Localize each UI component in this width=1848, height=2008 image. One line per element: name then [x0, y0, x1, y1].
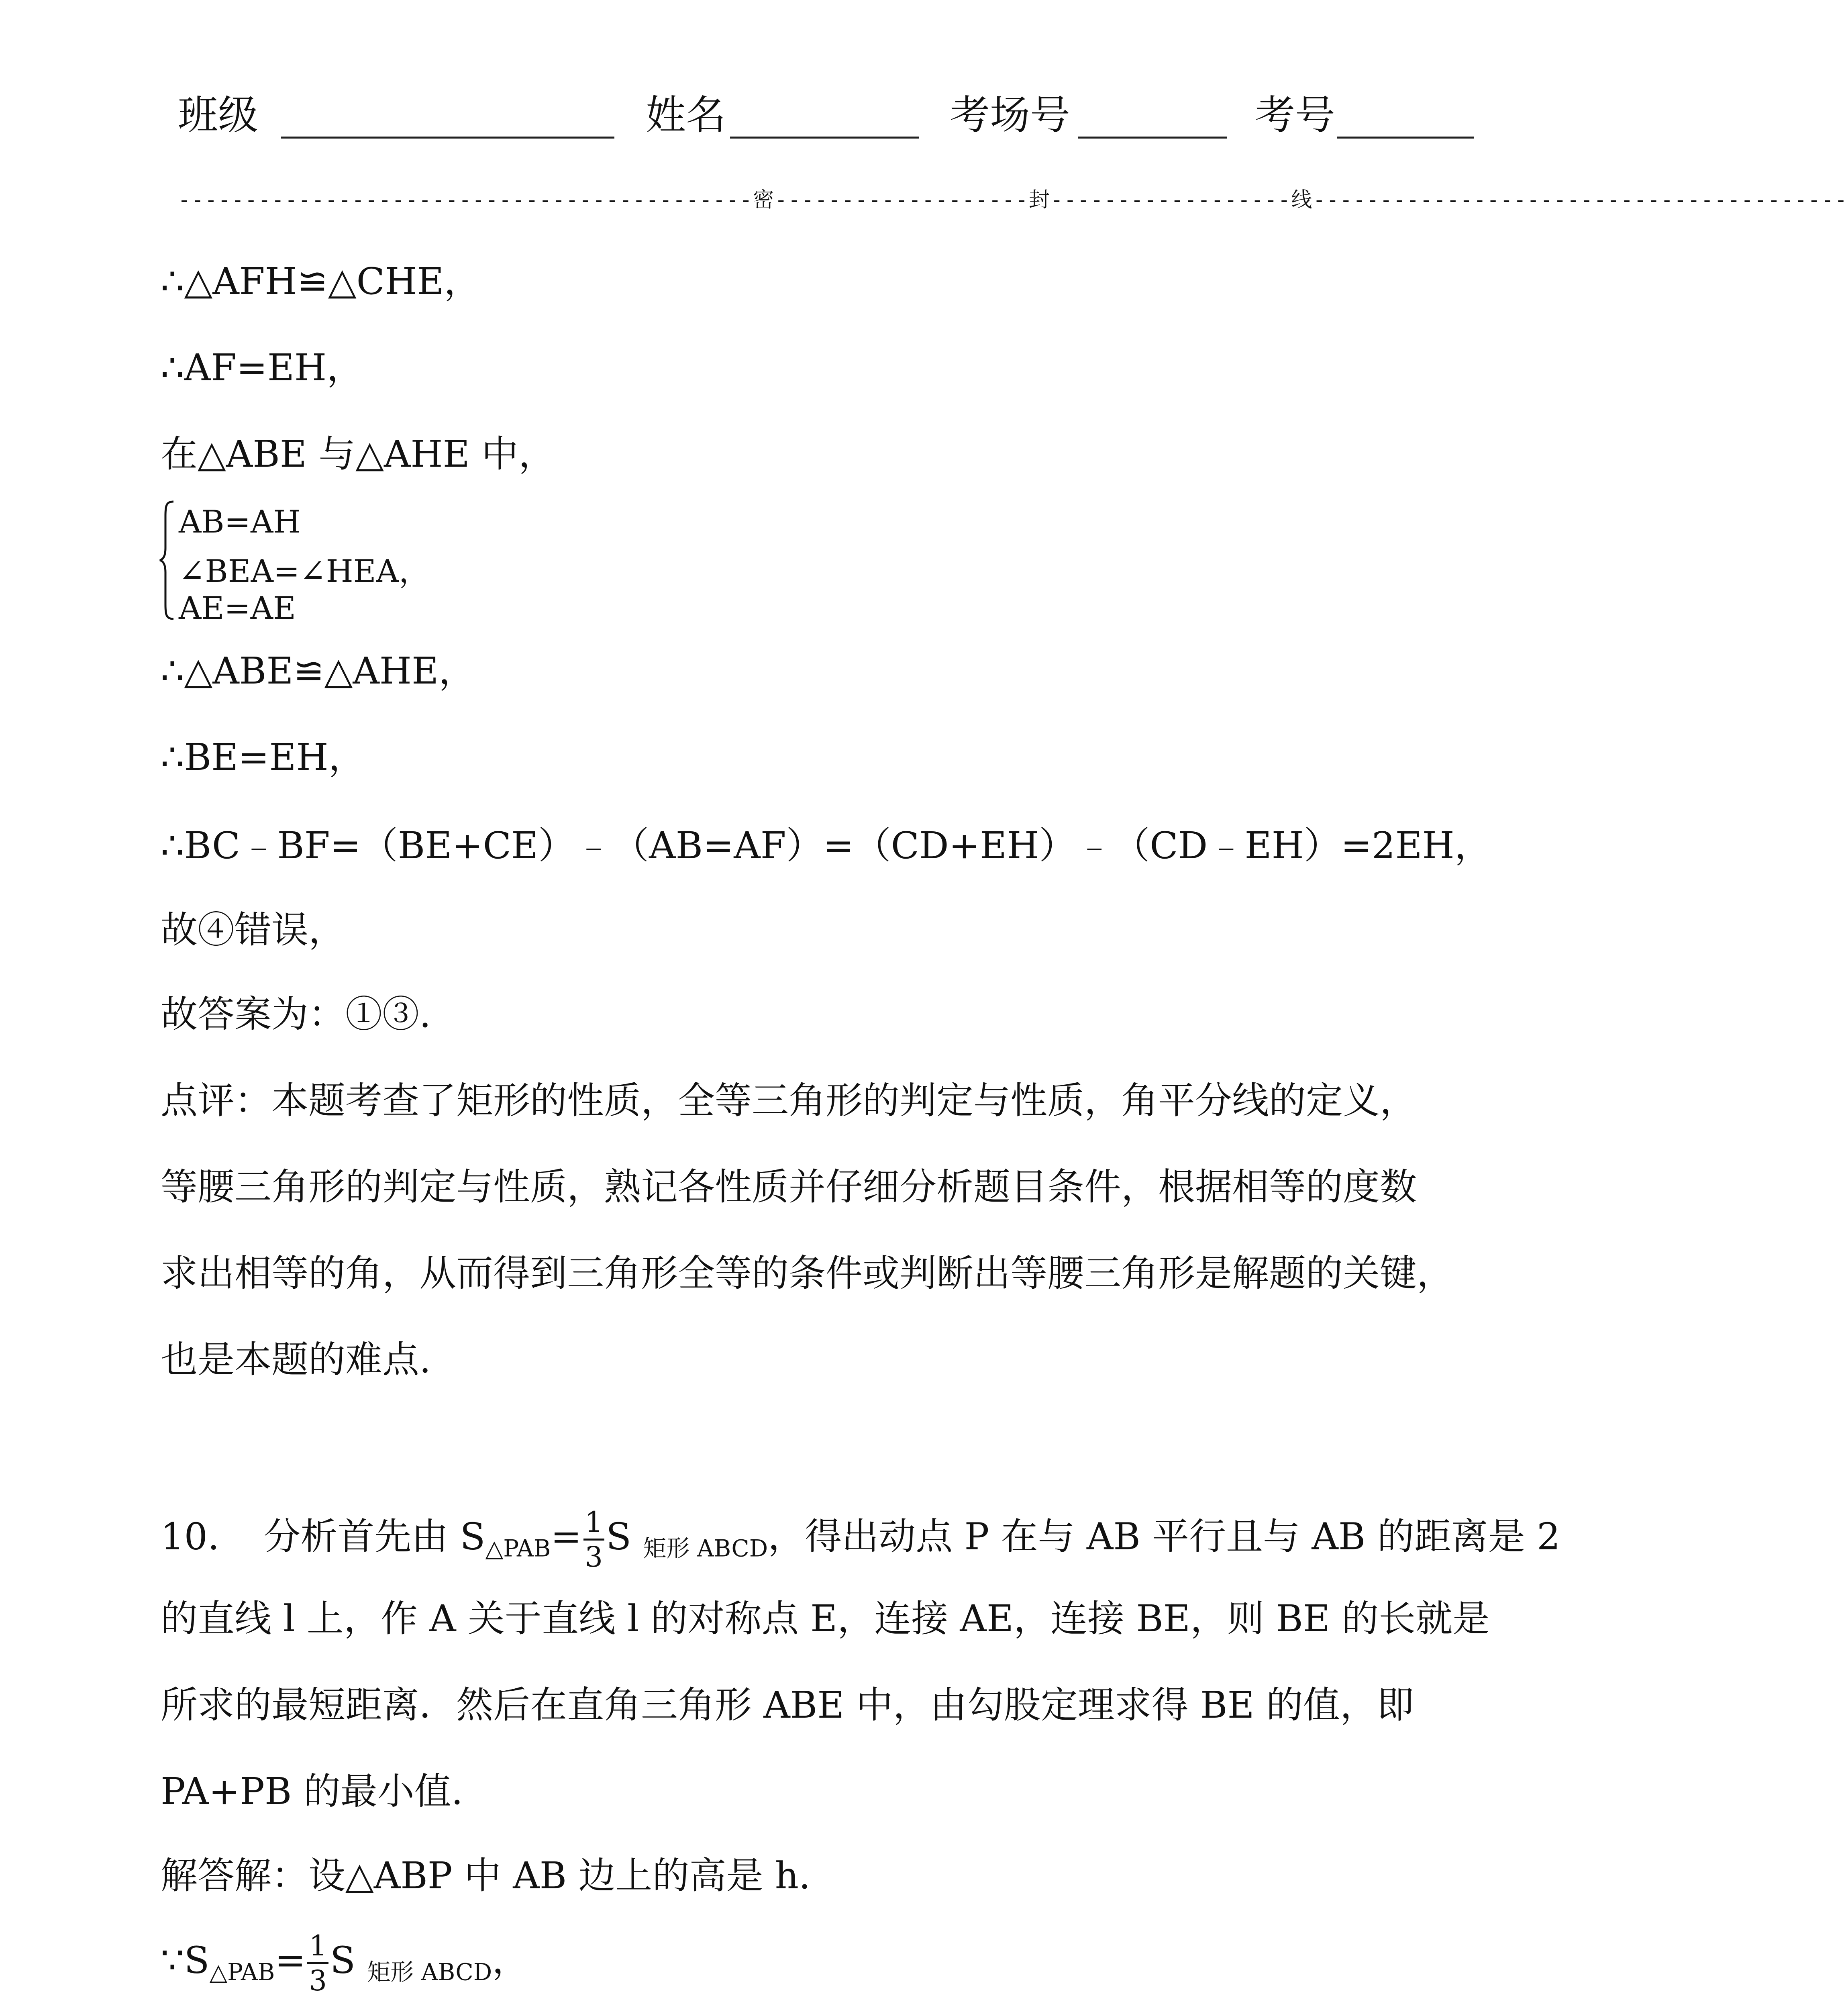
name-field-line [730, 137, 919, 139]
name-label: 姓名 [646, 92, 726, 139]
exam-room-field-line [1078, 137, 1227, 139]
class-field-line [281, 137, 614, 139]
comment-line-2: 等腰三角形的判定与性质，熟记各性质并仔细分析题目条件，根据相等的度数 [161, 1165, 1417, 1208]
case-line-3: AE=AE [179, 590, 296, 626]
question-10-analysis-line-4: PA+PB 的最小值. [161, 1770, 463, 1813]
text-line-be-eq-eh: ∴BE=EH， [161, 736, 365, 779]
fraction-one-third: $\frac{1}{3}$ [583, 1508, 605, 1571]
comment-line-4: 也是本题的难点. [161, 1338, 431, 1381]
question-10-solution-line-1: 解答解：设△ABP 中 AB 边上的高是 h. [161, 1854, 811, 1897]
question-10-solution-line-2: $\because S_{\triangle PAB}=$ $\frac{1}{3}$ S $_{矩形 ABCD}$， [161, 1929, 529, 1997]
case-line-2: ∠BEA=∠HEA， [179, 553, 430, 590]
class-label: 班级 [178, 92, 258, 139]
text-line-congruent-afh-che: ∴△AFH≌△CHE， [161, 260, 481, 303]
question-10-analysis-line-2: 的直线 l 上，作 A 关于直线 l 的对称点 E，连接 AE，连接 BE，则 BE 的长就是 [161, 1597, 1490, 1640]
text-line-congruent-abe-ahe: ∴△ABE≌△AHE， [161, 649, 476, 692]
exam-number-field-line [1337, 137, 1474, 139]
left-brace-icon [159, 500, 175, 620]
text-line-statement-4-wrong: 故④错误， [161, 908, 346, 951]
text-line-af-eq-eh: ∴AF=EH， [161, 346, 364, 389]
text-line-bc-minus-bf: ∴BC﹣BF=（BE+CE）﹣（AB=AF）=（CD+EH）﹣（CD﹣EH）=2EH， [161, 824, 1491, 867]
question-10-analysis-line-3: 所求的最短距离．然后在直角三角形 ABE 中，由勾股定理求得 BE 的值，即 [161, 1684, 1414, 1726]
case-line-1: AB=AH [179, 504, 301, 540]
text-line-in-triangles: 在△ABE 与△AHE 中， [161, 433, 556, 475]
exam-number-label: 考号 [1255, 92, 1335, 139]
fraction-one-third: $\frac{1}{3}$ [307, 1932, 328, 1995]
question-10-analysis-line-1: 10. 分析首先由 $S_{\triangle PAB}=$ $\frac{1}{3}$ S $_{矩形 ABCD}$，得出动点 P 在与 AB 平行且与 AB 的距离是 2 [161, 1506, 1560, 1573]
seal-line: -------------------------------------------密-------------------封------------------线---------------------------------------- [178, 188, 1848, 212]
exam-room-label: 考场号 [950, 92, 1070, 139]
comment-line-1: 点评：本题考查了矩形的性质，全等三角形的判定与性质，角平分线的定义， [161, 1079, 1417, 1122]
comment-line-3: 求出相等的角，从而得到三角形全等的条件或判断出等腰三角形是解题的关键， [161, 1252, 1454, 1295]
question-number: 10. [161, 1515, 220, 1558]
text-line-answer: 故答案为：①③. [161, 993, 431, 1036]
